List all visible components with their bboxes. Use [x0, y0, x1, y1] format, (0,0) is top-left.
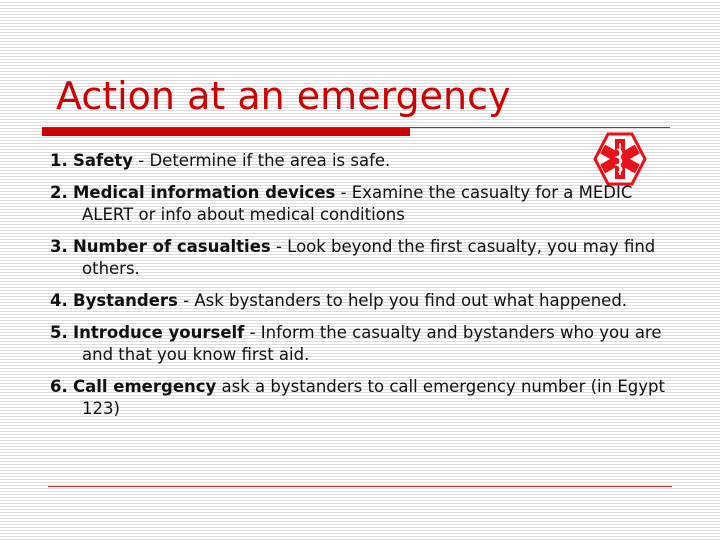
list-item: 3. Number of casualties - Look beyond the first casualty, you may find others.	[50, 237, 656, 278]
list-item: 2. Medical information devices - Examine the casualty for a MEDIC ALERT or info about medical conditions	[50, 183, 633, 224]
action-list	[50, 150, 670, 430]
list-item: 5. Introduce yourself - Inform the casualty and bystanders who you are and that you know first aid.	[50, 323, 662, 364]
slide-title: Action at an emergency	[56, 74, 511, 118]
list-item: 6. Call emergency ask a bystanders to call emergency number (in Egypt 123)	[50, 377, 665, 418]
list-item: 4. Bystanders - Ask bystanders to help you find out what happened.	[50, 291, 628, 310]
footer-divider	[48, 486, 672, 487]
title-divider-thick	[42, 128, 410, 136]
list-item: 1. Safety - Determine if the area is safe.	[50, 151, 391, 170]
